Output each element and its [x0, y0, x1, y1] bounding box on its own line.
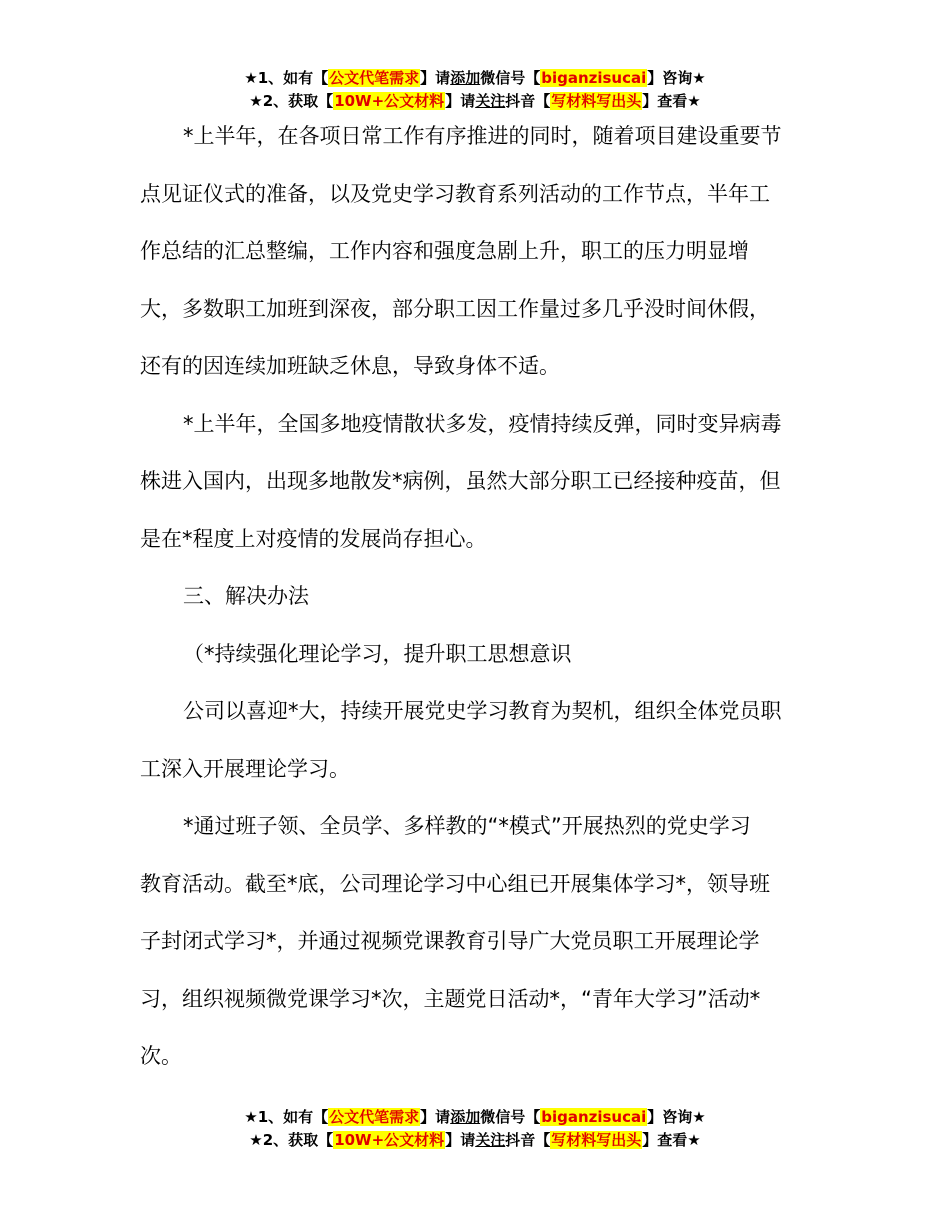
- highlight-materials: 10W+公文材料: [334, 92, 445, 110]
- paragraph-line: 公司以喜迎*大，持续开展党史学习教育为契机，组织全体党员职: [183, 699, 782, 723]
- underlined-follow: 关注: [475, 92, 506, 110]
- header-banner: [0, 67, 950, 113]
- banner-line-1: [0, 67, 950, 90]
- highlight-wechat-id: biganzisucai: [541, 69, 647, 87]
- banner-text: 微信号【: [480, 69, 541, 87]
- banner-text: 抖音【: [505, 92, 551, 110]
- highlight-douyin-account: 写材料写出头: [551, 1131, 642, 1149]
- highlight-ghostwriting-service: 公文代笔需求: [329, 1108, 420, 1126]
- paragraph-line: 工深入开展理论学习。: [140, 756, 350, 781]
- paragraph-line: 点见证仪式的准备，以及党史学习教育系列活动的工作节点，半年工: [140, 181, 770, 206]
- banner-line-1: [0, 1106, 950, 1129]
- paragraph-line: 次。: [140, 1044, 182, 1068]
- highlight-douyin-account: 写材料写出头: [551, 92, 642, 110]
- banner-line-2: [0, 1129, 950, 1152]
- paragraph-line: 大，多数职工加班到深夜，部分职工因工作量过多几乎没时间休假，: [140, 296, 770, 321]
- banner-text: 】查看★: [642, 92, 701, 110]
- highlight-materials: 10W+公文材料: [334, 1131, 445, 1149]
- paragraph-line: 作总结的汇总整编，工作内容和强度急剧上升，职工的压力明显增: [140, 239, 749, 263]
- paragraph-line: 株进入国内，出现多地散发*病例，虽然大部分职工已经接种疫苗，但: [140, 469, 781, 493]
- banner-text: 】咨询★: [647, 69, 706, 87]
- paragraph-line: 子封闭式学习*，并通过视频党课教育引导广大党员职工开展理论学: [140, 929, 760, 953]
- banner-text: 】请: [420, 1108, 451, 1126]
- banner-text: ★2、获取【: [249, 1131, 334, 1149]
- banner-text: 】查看★: [642, 1131, 701, 1149]
- underlined-follow: 关注: [475, 1131, 506, 1149]
- footer-banner: [0, 1106, 950, 1152]
- banner-text: 微信号【: [480, 1108, 541, 1126]
- paragraph-line: 还有的因连续加班缺乏休息，导致身体不适。: [140, 354, 560, 378]
- banner-text: 】请: [445, 1131, 476, 1149]
- paragraph-line: *上半年，在各项日常工作有序推进的同时，随着项目建设重要节: [183, 124, 782, 148]
- highlight-wechat-id: biganzisucai: [541, 1108, 647, 1126]
- document-body: [140, 108, 810, 1086]
- banner-text: 抖音【: [505, 1131, 551, 1149]
- banner-text: 】咨询★: [647, 1108, 706, 1126]
- section-heading: 三、解决办法: [183, 584, 309, 608]
- paragraph-line: 习，组织视频微党课学习*次，主题党日活动*，“青年大学习”活动*: [140, 986, 761, 1011]
- highlight-ghostwriting-service: 公文代笔需求: [329, 69, 420, 87]
- paragraph-line: *上半年，全国多地疫情散状多发，疫情持续反弹，同时变异病毒: [183, 411, 782, 436]
- paragraph-line: *通过班子领、全员学、多样教的“*模式”开展热烈的党史学习: [183, 814, 751, 838]
- paragraph-line: 是在*程度上对疫情的发展尚存担心。: [140, 526, 487, 551]
- banner-text: 】请: [420, 69, 451, 87]
- underlined-add: 添加: [450, 69, 481, 87]
- banner-text: ★1、如有【: [244, 69, 329, 87]
- underlined-add: 添加: [450, 1108, 481, 1126]
- banner-text: ★2、获取【: [249, 92, 334, 110]
- banner-text: 】请: [445, 92, 476, 110]
- paragraph-line: 教育活动。截至*底，公司理论学习中心组已开展集体学习*，领导班: [140, 871, 770, 896]
- subsection-heading: （*持续强化理论学习，提升职工思想意识: [183, 641, 572, 666]
- banner-text: ★1、如有【: [244, 1108, 329, 1126]
